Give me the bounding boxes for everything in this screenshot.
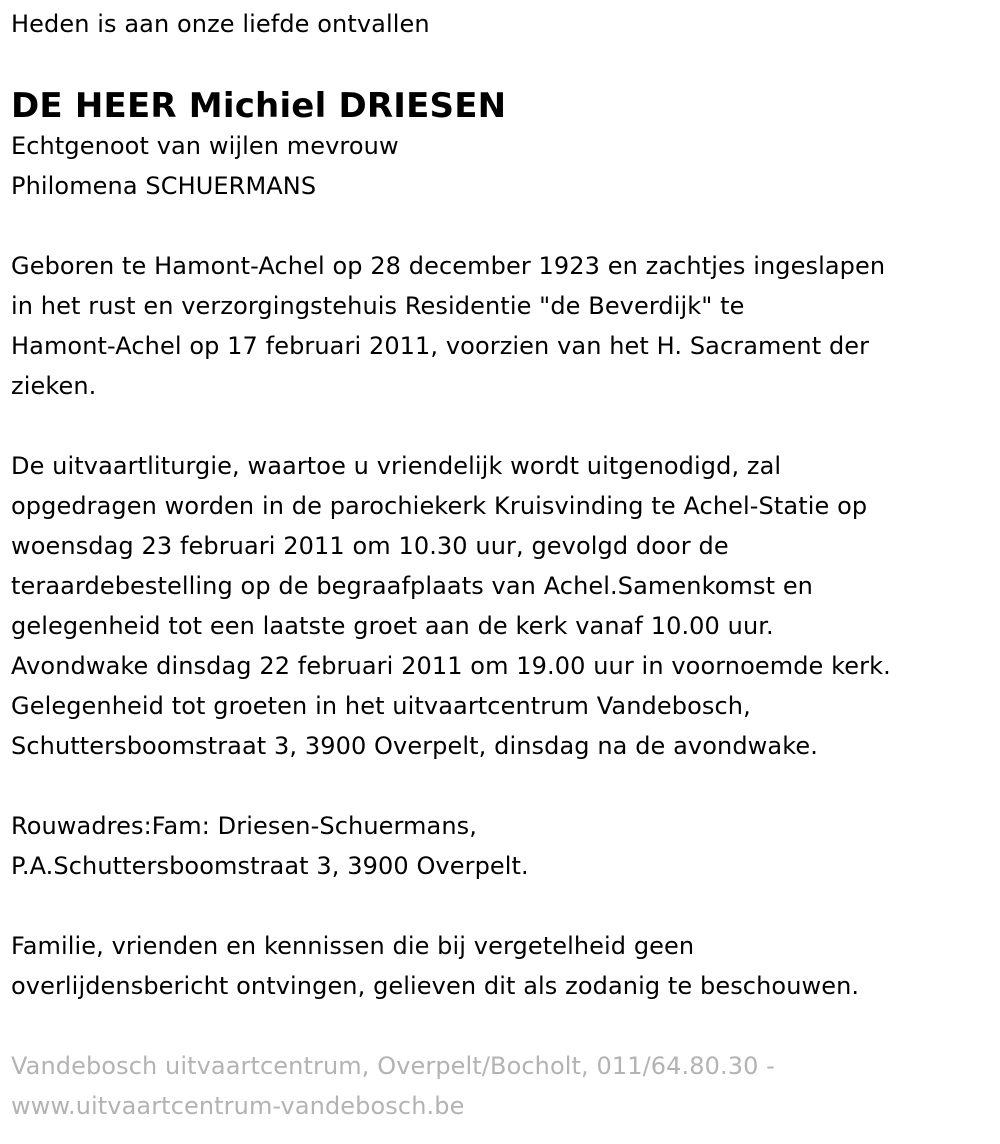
- address-line: P.A.Schuttersboomstraat 3, 3900 Overpelt.: [11, 852, 529, 880]
- paragraph-line: De uitvaartliturgie, waartoe u vriendelijk wordt uitgenodigd, zal: [11, 452, 782, 480]
- spacer: [11, 766, 986, 806]
- paragraph-line: zieken.: [11, 372, 97, 400]
- footer-line: Vandebosch uitvaartcentrum, Overpelt/Bocholt, 011/64.80.30 -: [11, 1052, 775, 1080]
- ceremony-paragraph: [11, 446, 986, 766]
- intro-text: Heden is aan onze liefde ontvallen: [11, 10, 430, 38]
- paragraph-line: gelegenheid tot een laatste groet aan de kerk vanaf 10.00 uur.: [11, 612, 774, 640]
- spouse-line: Echtgenoot van wijlen mevrouw: [11, 132, 399, 160]
- paragraph-line: in het rust en verzorgingstehuis Residentie "de Beverdijk" te: [11, 292, 745, 320]
- paragraph-line: woensdag 23 februari 2011 om 10.30 uur, gevolgd door de: [11, 532, 729, 560]
- paragraph-line: Familie, vrienden en kennissen die bij vergetelheid geen: [11, 932, 695, 960]
- spouse-line: Philomena SCHUERMANS: [11, 172, 317, 200]
- paragraph-line: Geboren te Hamont-Achel op 28 december 1923 en zachtjes ingeslapen: [11, 252, 886, 280]
- deceased-name: DE HEER Michiel DRIESEN: [11, 86, 507, 126]
- mourning-address: [11, 806, 986, 886]
- paragraph-line: overlijdensbericht ontvingen, gelieven dit als zodanig te beschouwen.: [11, 972, 860, 1000]
- paragraph-line: teraardebestelling op de begraafplaats van Achel.Samenkomst en: [11, 572, 813, 600]
- spouse-section: [11, 126, 986, 206]
- notice-paragraph: [11, 926, 986, 1006]
- paragraph-line: Avondwake dinsdag 22 februari 2011 om 19.00 uur in voornoemde kerk.: [11, 652, 891, 680]
- obituary-notice: [11, 4, 986, 1126]
- funeral-home-footer: [11, 1046, 986, 1126]
- spacer: [11, 886, 986, 926]
- paragraph-line: opgedragen worden in de parochiekerk Kruisvinding te Achel-Statie op: [11, 492, 868, 520]
- paragraph-line: Schuttersboomstraat 3, 3900 Overpelt, dinsdag na de avondwake.: [11, 732, 818, 760]
- spacer: [11, 44, 986, 86]
- address-line: Rouwadres:Fam: Driesen-Schuermans,: [11, 812, 477, 840]
- paragraph-line: Hamont-Achel op 17 februari 2011, voorzien van het H. Sacrament der: [11, 332, 870, 360]
- paragraph-line: Gelegenheid tot groeten in het uitvaartcentrum Vandebosch,: [11, 692, 751, 720]
- spacer: [11, 406, 986, 446]
- footer-website: www.uitvaartcentrum-vandebosch.be: [11, 1092, 465, 1120]
- spacer: [11, 206, 986, 246]
- birth-death-paragraph: [11, 246, 986, 406]
- spacer: [11, 1006, 986, 1046]
